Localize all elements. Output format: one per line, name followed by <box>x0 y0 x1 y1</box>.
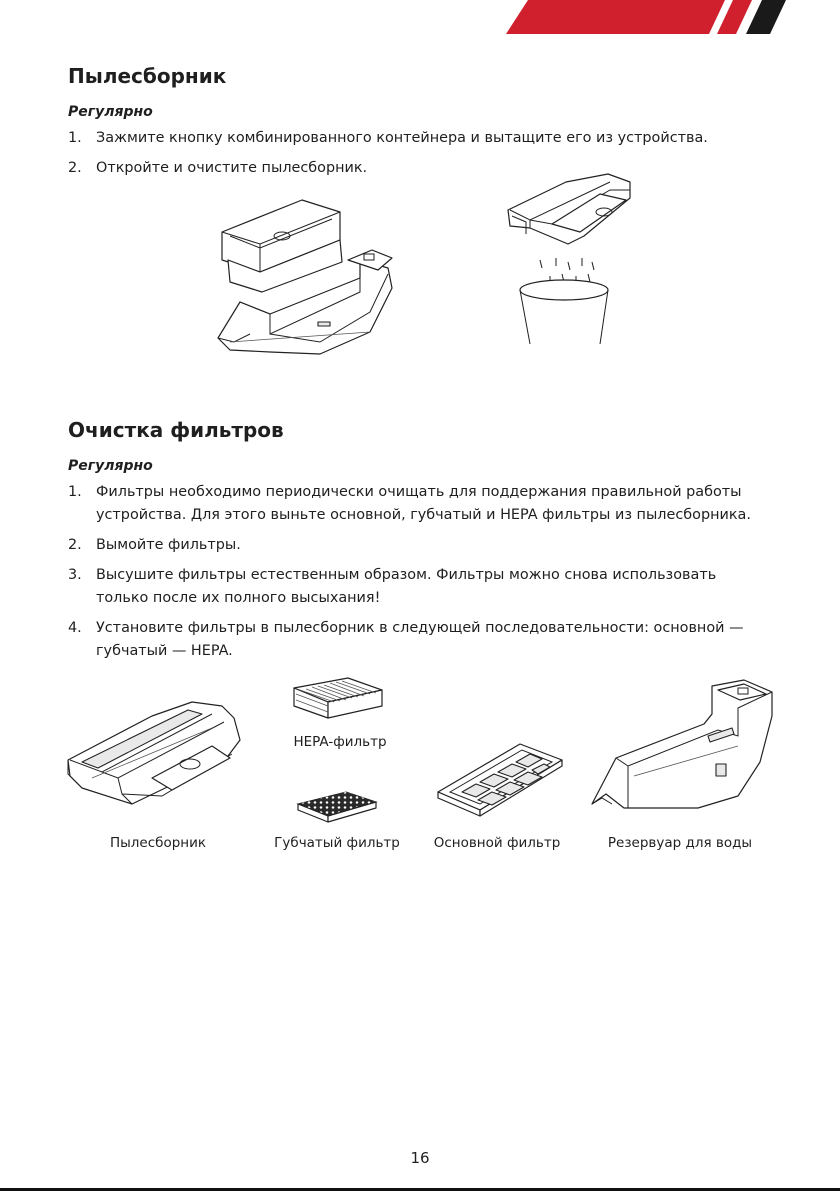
caption-dustbin: Пылесборник <box>109 835 207 851</box>
header-dark-bar <box>746 0 786 34</box>
step-text: Фильтры необходимо периодически очищать для поддержания правильной работы устройства. Для этого выньте основной, губчатый и HEPA фильтры из пылесборника. <box>96 484 751 523</box>
step-text: Вымойте фильтры. <box>96 537 241 553</box>
sponge-filter-illustration <box>294 790 380 832</box>
step-text: Зажмите кнопку комбинированного контейнера и вытащите его из устройства. <box>96 130 708 146</box>
list-item <box>68 127 768 150</box>
section-subtitle-regularly: Регулярно <box>68 104 153 120</box>
list-item <box>68 617 768 663</box>
step-number: 4. <box>68 620 82 636</box>
section-title-dustbin: Пылесборник <box>68 64 227 88</box>
caption-water-tank: Резервуар для воды <box>607 835 753 851</box>
caption-sponge-filter: Губчатый фильтр <box>274 835 400 851</box>
caption-hepa-filter: HEPA-фильтр <box>293 734 387 750</box>
step-number: 3. <box>68 567 82 583</box>
footer-rule <box>0 1188 840 1191</box>
list-item <box>68 481 768 527</box>
header-red-stripe <box>506 0 725 34</box>
section-subtitle-regularly: Регулярно <box>68 458 153 474</box>
water-tank-illustration <box>588 676 778 816</box>
hepa-filter-illustration <box>290 676 386 730</box>
dustbin-illustration <box>62 698 252 818</box>
header-stripes <box>0 0 840 34</box>
step-text: Высушите фильтры естественным образом. Фильтры можно снова использовать только после их полного высыхания! <box>96 567 717 606</box>
page-number: 16 <box>410 1149 430 1167</box>
step-text: Установите фильтры в пылесборник в следующей последовательности: основной — губчатый — HEPA. <box>96 620 744 659</box>
list-item <box>68 534 768 557</box>
dustbin-steps-list <box>68 127 768 187</box>
container-removal-illustration <box>210 192 410 364</box>
section-title-filter-cleaning: Очистка фильтров <box>68 418 284 442</box>
step-number: 2. <box>68 537 82 553</box>
caption-main-filter: Основной фильтр <box>433 835 561 851</box>
emptying-dustbin-illustration <box>500 168 650 348</box>
step-number: 1. <box>68 130 82 146</box>
step-number: 2. <box>68 160 82 176</box>
list-item <box>68 564 768 610</box>
main-filter-illustration <box>434 738 566 820</box>
step-text: Откройте и очистите пылесборник. <box>96 160 368 176</box>
filter-steps-list <box>68 481 768 670</box>
list-item <box>68 157 768 180</box>
step-number: 1. <box>68 484 82 500</box>
